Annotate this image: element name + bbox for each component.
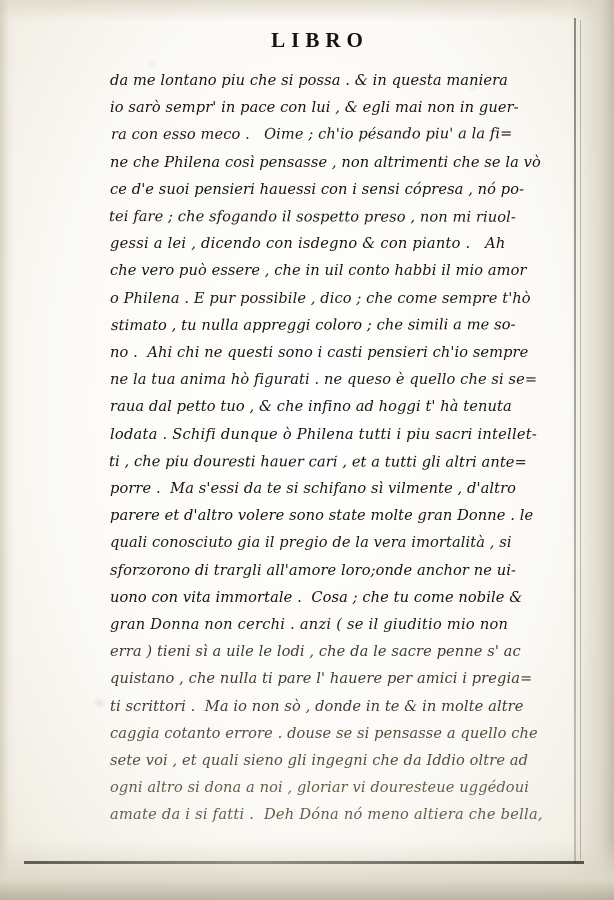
text-line: ne che Philena così pensasse , non altrimenti che se la vò (110, 153, 541, 171)
text-line: gran Donna non cerchi . anzi ( se il giuditio mio non (110, 616, 509, 634)
text-line: stimato , tu nulla appreggi coloro ; che simili a me so- (110, 315, 516, 334)
text-line: no . Ahi chi ne questi sono i casti pensieri ch'io sempre (110, 344, 529, 362)
text-line: ra con esso meco . Oime ; ch'io pésando piu' a la fi= (110, 125, 513, 144)
page-edge-right (570, 0, 614, 900)
text-line: io sarò sempr' in pace con lui , & egli mai non in guer- (110, 99, 519, 117)
text-line: sforzorono di trargli all'amore loro;onde anchor ne ui- (110, 561, 517, 579)
text-line: che vero può essere , che in uil conto habbi il mio amor (110, 262, 527, 280)
text-line: gessi a lei , dicendo con isdegno & con pianto . Ah (110, 235, 506, 253)
text-line: ti scrittori . Ma io non sò , donde in te & in molte altre (110, 697, 524, 715)
text-line: quali conosciuto gia il pregio de la vera imortalità , si (110, 534, 512, 552)
text-line: ogni altro si dona a noi , gloriar vi douresteue uggédoui (110, 779, 529, 797)
text-block (108, 28, 543, 829)
text-line: erra ) tieni sì a uile le lodi , che da le sacre penne s' ac (110, 643, 521, 661)
page-edge-top (0, 0, 614, 22)
text-line: o Philena . E pur possibile , dico ; che come sempre t'hò (110, 289, 531, 307)
text-line: porre . Ma s'essi da te si schifano sì vilmente , d'altro (110, 480, 517, 498)
text-line: tei fare ; che sfogando il sospetto preso , non mi riuol- (108, 208, 516, 226)
text-line: amate da i si fatti . Deh Dóna nó meno altiera che bella, (110, 806, 543, 824)
text-line: caggia cotanto errore . douse se si pensasse a quello che (110, 724, 538, 742)
body-text (108, 67, 543, 829)
text-line: ce d'e suoi pensieri hauessi con i sensi cópresa , nó po- (110, 180, 525, 198)
text-line: lodata . Schifi dunque ò Philena tutti i piu sacri intellet- (110, 425, 538, 443)
text-line: uono con vita immortale . Cosa ; che tu come nobile & (110, 588, 523, 606)
page-gutter-line-secondary (580, 20, 581, 860)
text-line: raua dal petto tuo , & che infino ad hoggi t' hà tenuta (110, 398, 512, 416)
running-head: LIBRO (271, 28, 369, 52)
page-edge-bottom (0, 840, 614, 900)
text-line: sete voi , et quali sieno gli ingegni che da Iddio oltre ad (110, 752, 529, 770)
page-bottom-rule (24, 861, 584, 864)
text-line: quistano , che nulla ti pare l' hauere per amici i pregia= (110, 670, 533, 688)
ink-smudge (95, 700, 104, 706)
text-line: ti , che piu douresti hauer cari , et a tutti gli altri ante= (108, 452, 527, 471)
text-line: parere et d'altro volere sono state molte gran Donne . le (110, 507, 534, 525)
page-gutter-line (574, 18, 576, 863)
text-line: da me lontano piu che si possa . & in questa maniera (110, 72, 508, 89)
text-line: ne la tua anima hò figurati . ne queso è quello che si se= (110, 371, 538, 389)
page-edge-left (0, 0, 16, 900)
